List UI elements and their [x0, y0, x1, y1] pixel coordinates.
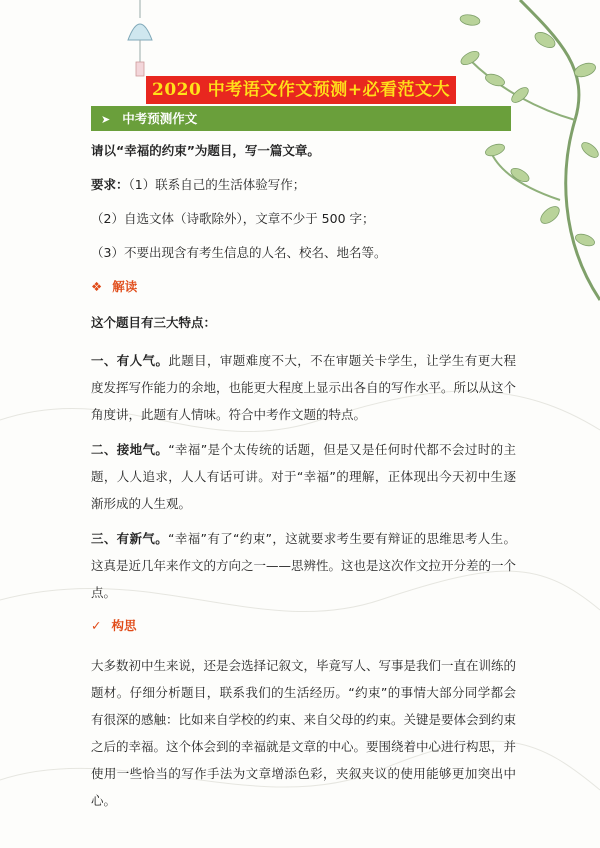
interpretation-heading: ❖ 解读 — [91, 279, 138, 294]
section-bar — [91, 106, 511, 131]
arrow-icon: ➤ — [101, 113, 111, 126]
diamond-bullet-icon: ❖ — [91, 279, 103, 294]
point-2: 二、接地气。“幸福”是个太传统的话题，但是又是任何时代都不会过时的主题，人人追求，人人有话可讲。对于“幸福”的理解，正体现出今天初中生逐渐形成的人生观。 — [91, 442, 516, 511]
concept-heading: ✓ 构思 — [91, 618, 137, 633]
concept-text: 大多数初中生来说，还是会选择记叙文，毕竟写人、写事是我们一直在训练的题材。仔细分析题目，联系我们的生活经历。“约束”的事情大部分同学都会有很深的感触：比如来自学校的约束、来自父母的约束。关键是要体会到约束之后的幸福。这个体会到的幸福就是文章的中心。要围绕着中心进行构思，并使用一些恰当的写作手法为文章增添色彩，夹叙夹议的使用能够更加突出中心。 — [91, 658, 517, 808]
section-bar-label: 中考预测作文 — [122, 111, 198, 126]
wind-chime-icon — [128, 0, 152, 76]
requirement-3: （3）不要出现含有考生信息的人名、校名、地名等。 — [91, 245, 387, 260]
check-icon: ✓ — [91, 618, 102, 633]
point-1: 一、有人气。此题目，审题难度不大，不在审题关卡学生，让学生有更大程度发挥写作能力的余地，也能更大程度上显示出各自的写作水平。所以从这个角度讲，此题有人情味。符合中考作文题的特点。 — [91, 353, 517, 422]
requirement-lead: 要求： — [91, 177, 129, 192]
page-title: 2020 中考语文作文预测+必看范文大 — [146, 76, 456, 104]
point-3: 三、有新气。“幸福”有了“约束”，这就要求考生要有辩证的思维思考人生。这真是近几年来作文的方向之一——思辨性。这也是这次作文拉开分差的一个点。 — [91, 531, 517, 600]
requirement-2: （2）自选文体（诗歌除外），文章不少于 500 字； — [91, 211, 375, 226]
prompt-text: 请以“幸福的约束”为题目，写一篇文章。 — [91, 143, 320, 158]
requirement-1: 要求：（1）联系自己的生活体验写作； — [91, 177, 306, 192]
interpretation-intro: 这个题目有三大特点： — [91, 315, 217, 330]
article-body — [91, 141, 516, 822]
